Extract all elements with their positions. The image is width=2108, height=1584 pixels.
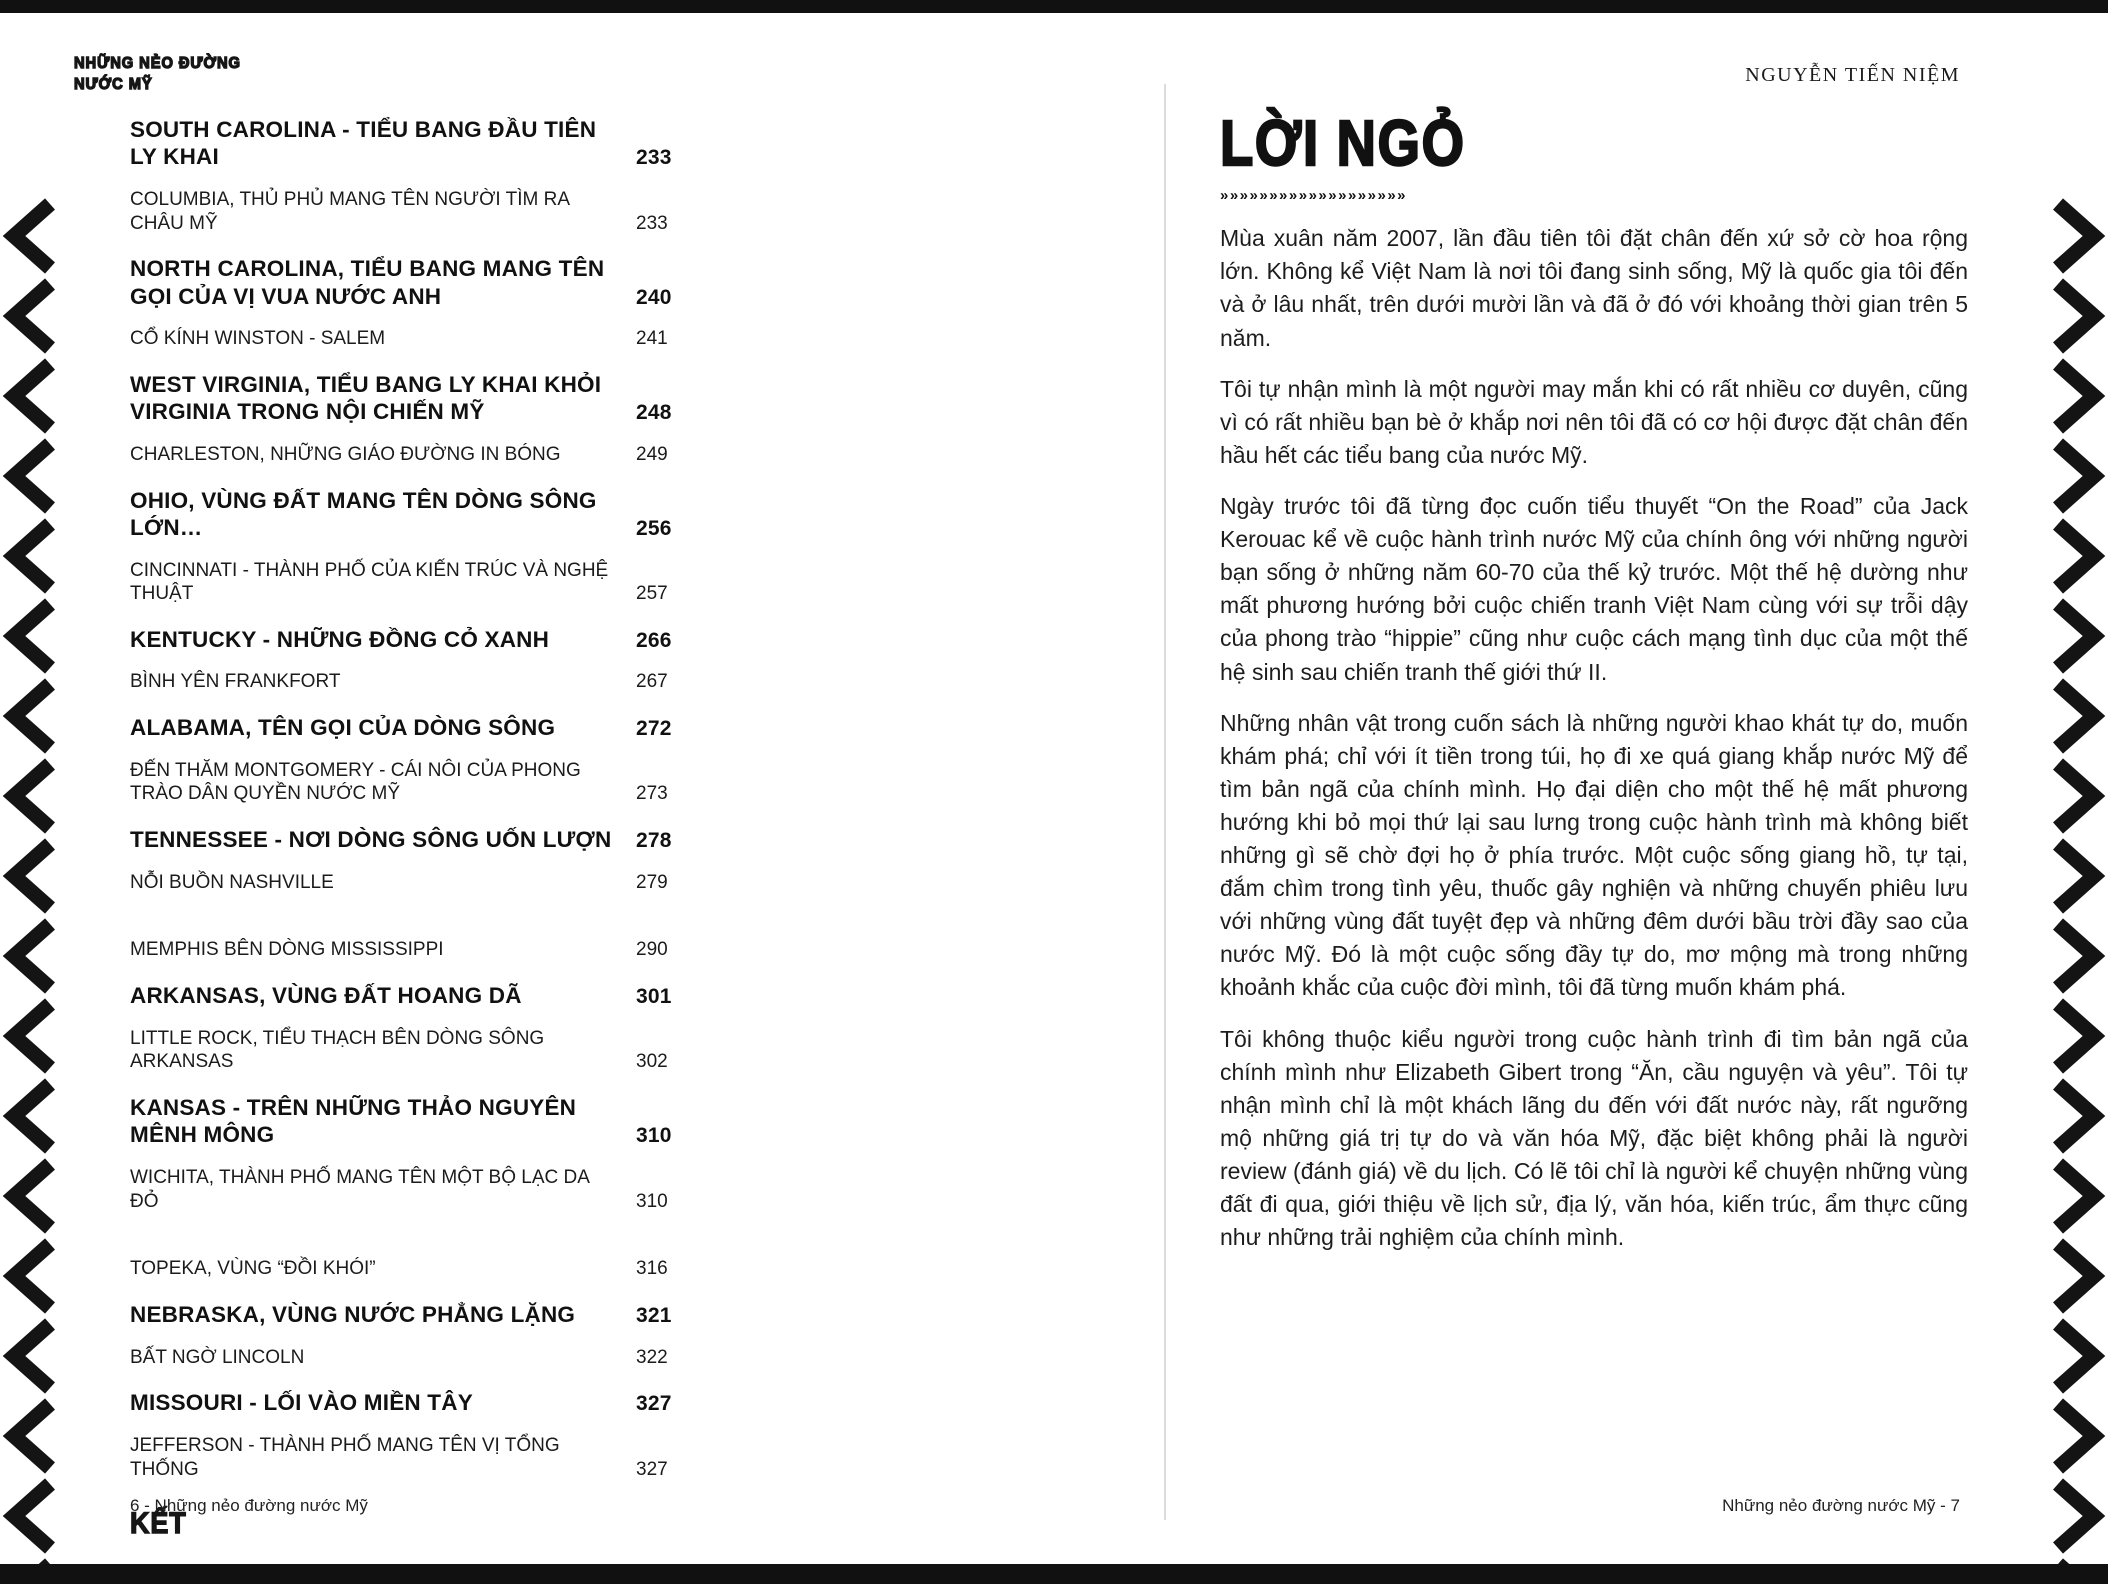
toc-entry-title: MISSOURI - LỐI VÀO MIỀN TÂY <box>130 1390 473 1416</box>
toc-row <box>130 871 680 895</box>
toc-entry-page-number: 233 <box>636 146 672 170</box>
toc-row <box>130 116 680 171</box>
toc-entry-title: JEFFERSON - THÀNH PHỐ MANG TÊN VỊ TỔNG THỐNG <box>130 1434 560 1480</box>
toc-entry-title: SOUTH CAROLINA - TIỂU BANG ĐẦU TIÊN LY KHAI <box>130 117 597 170</box>
toc-entry-title: ĐẾN THĂM MONTGOMERY - CÁI NÔI CỦA PHONG TRÀO DÂN QUYỀN NƯỚC MỸ <box>130 759 581 805</box>
toc-entry-page-number: 290 <box>636 939 668 961</box>
toc-row <box>130 1301 680 1328</box>
toc-entry-title: ARKANSAS, VÙNG ĐẤT HOANG DÃ <box>130 983 522 1009</box>
toc-entry-page-number: 278 <box>636 828 672 852</box>
foreword-paragraph: Tôi không thuộc kiểu người trong cuộc hành trình đi tìm bản ngã của chính mình như Elizabeth Gibert trong “Ăn, cầu nguyện và yêu”. Tôi tự nhận mình chỉ là một khách lãng du đến với đất nước này, rất ngưỡng mộ những giá trị tự do và văn hóa Mỹ, đặc biệt không phải là người review (đánh giá) về du lịch. Có lẽ tôi chỉ là người kể chuyện những vùng đất đi qua, giới thiệu về lịch sử, địa lý, văn hóa, kiến trúc, ẩm thực cũng như những trải nghiệm của chính mình. <box>1220 1025 1968 1251</box>
toc-row <box>130 1389 680 1416</box>
toc-entry-page-number: 273 <box>636 783 668 805</box>
toc-end-label: KẾT <box>130 1507 187 1541</box>
toc-entry-page-number: 267 <box>636 671 668 693</box>
table-of-contents <box>130 116 680 1481</box>
toc-row <box>130 1027 680 1075</box>
foreword-body <box>1220 222 1968 1254</box>
toc-row <box>130 982 680 1009</box>
toc-entry-page-number: 241 <box>636 328 668 350</box>
toc-row <box>130 327 680 351</box>
toc-row <box>130 1094 680 1149</box>
toc-entry-title: BÌNH YÊN FRANKFORT <box>130 671 341 693</box>
toc-row <box>130 255 680 310</box>
toc-row <box>130 371 680 426</box>
toc-entry-page-number: 302 <box>636 1051 668 1073</box>
toc-entry-title: NỖI BUỒN NASHVILLE <box>130 871 334 893</box>
toc-row <box>130 1434 680 1482</box>
right-page-footer: Những nẻo đường nước Mỹ - 7 <box>1722 1496 1960 1515</box>
toc-entry-page-number: 301 <box>636 984 672 1008</box>
top-border-bar <box>0 0 2108 13</box>
toc-entry-title: LITTLE ROCK, TIỂU THẠCH BÊN DÒNG SÔNG ARKANSAS <box>130 1027 545 1073</box>
chevron-ornament: »»»»»»»»»»»»»»»»»»» <box>1220 187 1408 205</box>
toc-entry-page-number: 310 <box>636 1190 668 1212</box>
toc-entry-page-number: 310 <box>636 1124 672 1148</box>
toc-row <box>130 1346 680 1370</box>
foreword-paragraph: Mùa xuân năm 2007, lần đầu tiên tôi đặt chân đến xứ sở cờ hoa rộng lớn. Không kể Việt Nam là nơi tôi đang sinh sống, Mỹ là quốc gia tôi đến và ở lâu nhất, trên dưới mười lần và đã ở đó với khoảng thời gian trên 5 năm. <box>1220 225 1968 351</box>
toc-entry-page-number: 316 <box>636 1258 668 1280</box>
series-title-line2: NƯỚC MỸ <box>74 75 153 93</box>
series-title-line1: NHỮNG NẺO ĐƯỜNG <box>74 55 241 72</box>
left-page-footer: 6 - Những nẻo đường nước Mỹ <box>130 1496 368 1515</box>
toc-entry-page-number: 279 <box>636 871 668 893</box>
toc-row <box>130 188 680 236</box>
toc-entry-title: CINCINNATI - THÀNH PHỐ CỦA KIẾN TRÚC VÀ NGHỆ THUẬT <box>130 559 609 605</box>
author-name: NGUYỄN TIẾN NIỆM <box>1745 64 1960 86</box>
left-edge-chevron-ornament <box>0 198 58 1564</box>
toc-row <box>130 626 680 653</box>
toc-entry-page-number: 266 <box>636 628 672 652</box>
series-title <box>74 54 241 96</box>
toc-entry-page-number: 233 <box>636 212 668 234</box>
toc-entry-page-number: 256 <box>636 516 672 540</box>
toc-entry-page-number: 249 <box>636 443 668 465</box>
left-page <box>130 96 680 1541</box>
toc-row <box>130 1166 680 1214</box>
toc-entry-title: KENTUCKY - NHỮNG ĐỒNG CỎ XANH <box>130 627 550 652</box>
toc-entry-page-number: 321 <box>636 1303 672 1327</box>
toc-entry-title: KANSAS - TRÊN NHỮNG THẢO NGUYÊN MÊNH MÔNG <box>130 1095 577 1148</box>
toc-entry-title: COLUMBIA, THỦ PHỦ MANG TÊN NGƯỜI TÌM RA CHÂU MỸ <box>130 188 569 234</box>
toc-entry-title: WICHITA, THÀNH PHỐ MANG TÊN MỘT BỘ LẠC DA ĐỎ <box>130 1166 589 1212</box>
foreword-paragraph: Ngày trước tôi đã từng đọc cuốn tiểu thuyết “On the Road” của Jack Kerouac kể về cuộc hành trình nước Mỹ của chính ông với những người bạn sống ở những năm 60-70 của thế kỷ trước. Một thế hệ dường như mất phương hướng bởi cuộc chiến tranh Việt Nam cùng với sự trỗi dậy của phong trào “hippie” cũng như cuộc cách mạng tình dục của một thế hệ sinh sau chiến tranh thế giới thứ II. <box>1220 492 1968 685</box>
toc-row <box>130 487 680 542</box>
foreword-title: LỜI NGỎ <box>1220 107 1466 179</box>
page-gutter-line <box>1164 84 1166 1520</box>
toc-row <box>130 938 680 962</box>
toc-entry-page-number: 257 <box>636 583 668 605</box>
toc-entry-page-number: 322 <box>636 1346 668 1368</box>
toc-entry-title: MEMPHIS BÊN DÒNG MISSISSIPPI <box>130 939 444 961</box>
toc-entry-page-number: 272 <box>636 717 672 741</box>
toc-row <box>130 1257 680 1281</box>
toc-entry-title: OHIO, VÙNG ĐẤT MANG TÊN DÒNG SÔNG LỚN… <box>130 487 597 541</box>
toc-entry-title: ALABAMA, TÊN GỌI CỦA DÒNG SÔNG <box>130 715 556 741</box>
toc-row <box>130 714 680 741</box>
toc-entry-title: CỔ KÍNH WINSTON - SALEM <box>130 328 386 350</box>
toc-entry-title: WEST VIRGINIA, TIỂU BANG LY KHAI KHỎI VIRGINIA TRONG NỘI CHIẾN MỸ <box>130 372 602 425</box>
toc-entry-title: TOPEKA, VÙNG “ĐỒI KHÓI” <box>130 1258 376 1280</box>
toc-entry-page-number: 327 <box>636 1458 668 1480</box>
toc-row <box>130 559 680 607</box>
toc-row <box>130 759 680 807</box>
toc-entry-title: TENNESSEE - NƠI DÒNG SÔNG UỐN LƯỢN <box>130 827 612 853</box>
right-edge-chevron-ornament <box>2050 198 2108 1564</box>
foreword-paragraph: Tôi tự nhận mình là một người may mắn khi có rất nhiều cơ duyên, cũng vì có rất nhiều bạn bè ở khắp nơi nên tôi đã có cơ hội được đặt chân đến hầu hết các tiểu bang của nước Mỹ. <box>1220 375 1968 468</box>
toc-row <box>130 826 680 853</box>
bottom-border-bar <box>0 1564 2108 1584</box>
toc-entry-page-number: 248 <box>636 401 672 425</box>
toc-entry-title: NORTH CAROLINA, TIỂU BANG MANG TÊN GỌI CỦA VỊ VUA NƯỚC ANH <box>130 256 605 309</box>
toc-row <box>130 443 680 467</box>
toc-entry-page-number: 327 <box>636 1392 672 1416</box>
toc-entry-title: NEBRASKA, VÙNG NƯỚC PHẲNG LẶNG <box>130 1302 576 1328</box>
toc-entry-title: BẤT NGỜ LINCOLN <box>130 1346 305 1368</box>
foreword-page <box>1220 107 1968 1254</box>
toc-entry-page-number: 240 <box>636 285 672 309</box>
foreword-paragraph: Những nhân vật trong cuốn sách là những người khao khát tự do, muốn khám phá; chỉ với ít tiền trong túi, họ đi xe quá giang khắp nước Mỹ để tìm bản ngã của chính mình. Họ đại diện cho một thế hệ mất phương hướng khi bỏ mọi thứ lại sau lưng trong cuộc hành trình mà không biết những gì sẽ chờ đợi họ ở phía trước. Một cuộc sống giang hồ, tự tại, đắm chìm trong tình yêu, thuốc gây nghiện và những chuyến phiêu lưu với những vùng đất tuyệt đẹp và những đêm dưới bầu trời đầy sao của nước Mỹ. Đó là một cuộc sống đầy tự do, mơ mộng mà trong những khoảnh khắc của cuộc đời mình, tôi đã từng muốn khám phá. <box>1220 709 1968 1001</box>
toc-entry-title: CHARLESTON, NHỮNG GIÁO ĐƯỜNG IN BÓNG <box>130 443 561 465</box>
toc-row <box>130 670 680 694</box>
